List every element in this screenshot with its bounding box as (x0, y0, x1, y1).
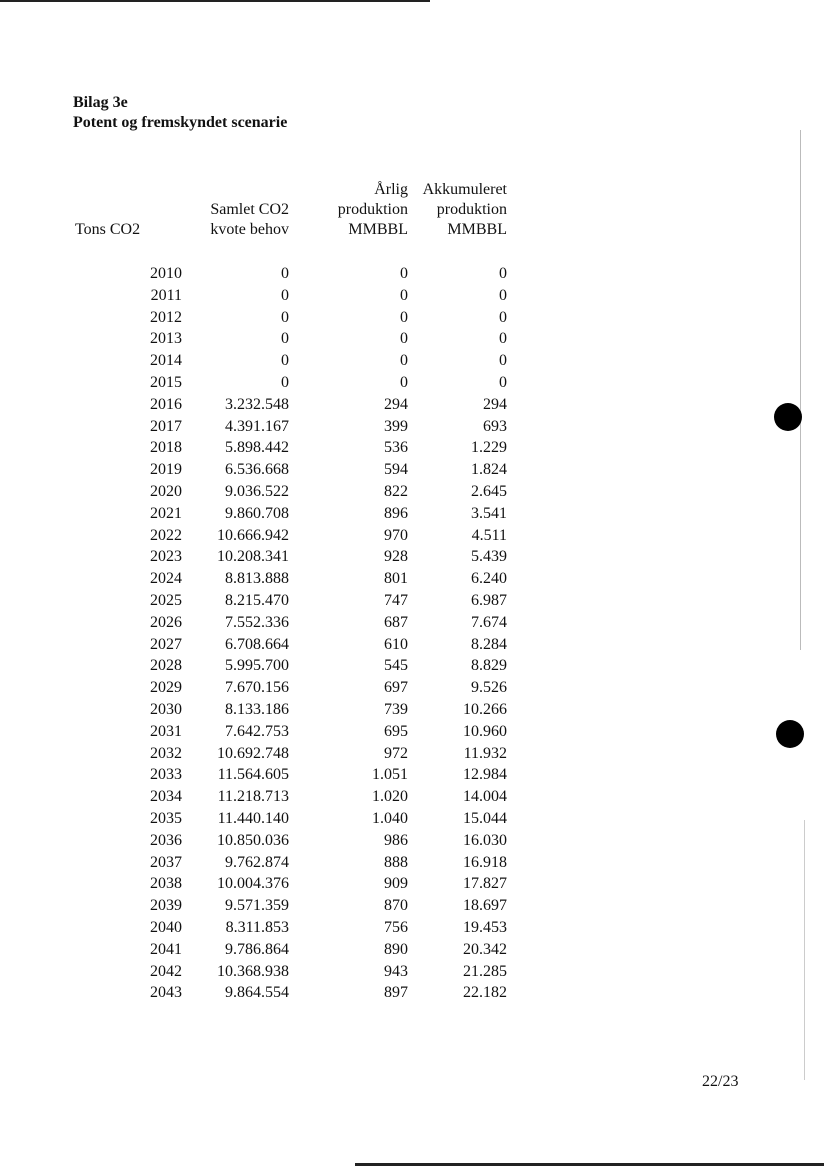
annual-production-cell: 822 (384, 482, 408, 500)
cumulative-production-cell: 7.674 (471, 613, 507, 631)
header-co2-column (210, 200, 289, 240)
cumulative-production-cell: 0 (499, 308, 507, 326)
header-co2-line1: Samlet CO2 (210, 201, 289, 218)
table-row (0, 481, 824, 503)
year-cell: 2015 (150, 373, 182, 391)
data-table (0, 263, 824, 1004)
co2-quota-cell: 9.571.359 (225, 897, 289, 915)
co2-quota-cell: 7.552.336 (225, 613, 289, 631)
header-cumulative-line3: MMBBL (447, 221, 507, 238)
table-row (0, 568, 824, 590)
header-year-column (75, 220, 140, 240)
annual-production-cell: 0 (400, 330, 408, 348)
co2-quota-cell: 5.898.442 (225, 439, 289, 457)
table-row (0, 634, 824, 656)
cumulative-production-cell: 10.960 (463, 722, 507, 740)
table-row (0, 590, 824, 612)
co2-quota-cell: 7.642.753 (225, 722, 289, 740)
co2-quota-cell: 8.133.186 (225, 700, 289, 718)
annual-production-cell: 986 (384, 831, 408, 849)
co2-quota-cell: 9.762.874 (225, 853, 289, 871)
year-cell: 2031 (150, 722, 182, 740)
co2-quota-cell: 0 (281, 308, 289, 326)
table-row (0, 721, 824, 743)
table-row (0, 655, 824, 677)
cumulative-production-cell: 10.266 (463, 700, 507, 718)
table-row (0, 852, 824, 874)
co2-quota-cell: 8.215.470 (225, 591, 289, 609)
year-cell: 2032 (150, 744, 182, 762)
annual-production-cell: 0 (400, 308, 408, 326)
co2-quota-cell: 9.864.554 (225, 984, 289, 1002)
cumulative-production-cell: 8.829 (471, 657, 507, 675)
annual-production-cell: 594 (384, 461, 408, 479)
co2-quota-cell: 6.536.668 (225, 461, 289, 479)
cumulative-production-cell: 8.284 (471, 635, 507, 653)
table-row (0, 961, 824, 983)
cumulative-production-cell: 3.541 (471, 504, 507, 522)
table-row (0, 437, 824, 459)
document-title: Bilag 3e (73, 94, 128, 111)
header-co2-line2: kvote behov (210, 221, 289, 238)
table-row (0, 307, 824, 329)
header-annual-line1: Årlig (374, 181, 408, 198)
table-row (0, 830, 824, 852)
annual-production-cell: 687 (384, 613, 408, 631)
year-cell: 2038 (150, 875, 182, 893)
table-row (0, 699, 824, 721)
cumulative-production-cell: 15.044 (463, 809, 507, 827)
annual-production-cell: 697 (384, 679, 408, 697)
cumulative-production-cell: 9.526 (471, 679, 507, 697)
header-cumulative-column (423, 180, 507, 240)
cumulative-production-cell: 4.511 (471, 526, 507, 544)
annual-production-cell: 943 (384, 962, 408, 980)
cumulative-production-cell: 0 (499, 373, 507, 391)
cumulative-production-cell: 2.645 (471, 482, 507, 500)
year-cell: 2022 (150, 526, 182, 544)
year-cell: 2014 (150, 352, 182, 370)
annual-production-cell: 1.040 (372, 809, 408, 827)
annual-production-cell: 0 (400, 373, 408, 391)
table-row (0, 372, 824, 394)
co2-quota-cell: 4.391.167 (225, 417, 289, 435)
annual-production-cell: 897 (384, 984, 408, 1002)
table-row (0, 808, 824, 830)
annual-production-cell: 0 (400, 286, 408, 304)
year-cell: 2029 (150, 679, 182, 697)
annual-production-cell: 0 (400, 352, 408, 370)
annual-production-cell: 972 (384, 744, 408, 762)
annual-production-cell: 890 (384, 940, 408, 958)
annual-production-cell: 1.051 (372, 766, 408, 784)
table-row (0, 895, 824, 917)
co2-quota-cell: 11.218.713 (217, 788, 289, 806)
header-year-label: Tons CO2 (75, 221, 141, 238)
table-row (0, 764, 824, 786)
table-row (0, 939, 824, 961)
table-row (0, 743, 824, 765)
table-row (0, 416, 824, 438)
year-cell: 2010 (150, 265, 182, 282)
cumulative-production-cell: 14.004 (463, 788, 507, 806)
cumulative-production-cell: 18.697 (463, 897, 507, 915)
annual-production-cell: 545 (384, 657, 408, 675)
annual-production-cell: 536 (384, 439, 408, 457)
year-cell: 2027 (150, 635, 182, 653)
cumulative-production-cell: 19.453 (463, 918, 507, 936)
cumulative-production-cell: 0 (499, 352, 507, 370)
co2-quota-cell: 9.860.708 (225, 504, 289, 522)
header-annual-line2: produktion (337, 201, 408, 218)
header-cumulative-line1: Akkumuleret (422, 181, 507, 198)
year-cell: 2021 (150, 504, 182, 522)
cumulative-production-cell: 11.932 (463, 744, 507, 762)
annual-production-cell: 399 (384, 417, 408, 435)
annual-production-cell: 896 (384, 504, 408, 522)
scan-edge-top (0, 0, 430, 2)
annual-production-cell: 970 (384, 526, 408, 544)
annual-production-cell: 294 (384, 395, 408, 413)
year-cell: 2039 (150, 897, 182, 915)
year-cell: 2042 (150, 962, 182, 980)
annual-production-cell: 870 (384, 897, 408, 915)
annual-production-cell: 739 (384, 700, 408, 718)
annual-production-cell: 610 (384, 635, 408, 653)
header-cumulative-line2: produktion (436, 201, 507, 218)
table-row (0, 503, 824, 525)
year-cell: 2019 (150, 461, 182, 479)
year-cell: 2017 (150, 417, 182, 435)
year-cell: 2025 (150, 591, 182, 609)
year-cell: 2034 (150, 788, 182, 806)
year-cell: 2028 (150, 657, 182, 675)
table-row (0, 546, 824, 568)
table-row (0, 525, 824, 547)
table-row (0, 350, 824, 372)
cumulative-production-cell: 0 (499, 286, 507, 304)
co2-quota-cell: 10.692.748 (217, 744, 289, 762)
co2-quota-cell: 10.666.942 (217, 526, 289, 544)
table-row (0, 285, 824, 307)
annual-production-cell: 747 (384, 591, 408, 609)
table-row (0, 328, 824, 350)
co2-quota-cell: 8.813.888 (225, 570, 289, 588)
cumulative-production-cell: 22.182 (463, 984, 507, 1002)
co2-quota-cell: 7.670.156 (225, 679, 289, 697)
co2-quota-cell: 10.368.938 (217, 962, 289, 980)
co2-quota-cell: 10.850.036 (217, 831, 289, 849)
header-annual-column (338, 180, 408, 240)
co2-quota-cell: 0 (281, 373, 289, 391)
year-cell: 2023 (150, 548, 182, 566)
co2-quota-cell: 6.708.664 (225, 635, 289, 653)
co2-quota-cell: 0 (281, 265, 289, 282)
co2-quota-cell: 9.786.864 (225, 940, 289, 958)
scan-edge-bottom (355, 1163, 824, 1166)
cumulative-production-cell: 0 (499, 265, 507, 282)
co2-quota-cell: 0 (281, 352, 289, 370)
co2-quota-cell: 5.995.700 (225, 657, 289, 675)
year-cell: 2013 (150, 330, 182, 348)
year-cell: 2035 (150, 809, 182, 827)
table-row (0, 873, 824, 895)
table-row (0, 459, 824, 481)
cumulative-production-cell: 1.229 (471, 439, 507, 457)
year-cell: 2041 (150, 940, 182, 958)
co2-quota-cell: 3.232.548 (225, 395, 289, 413)
cumulative-production-cell: 5.439 (471, 548, 507, 566)
cumulative-production-cell: 16.918 (463, 853, 507, 871)
cumulative-production-cell: 12.984 (463, 766, 507, 784)
document-subtitle: Potent og fremskyndet scenarie (73, 114, 288, 131)
year-cell: 2016 (150, 395, 182, 413)
year-cell: 2043 (150, 984, 182, 1002)
table-row (0, 786, 824, 808)
annual-production-cell: 695 (384, 722, 408, 740)
year-cell: 2036 (150, 831, 182, 849)
annual-production-cell: 888 (384, 853, 408, 871)
year-cell: 2033 (150, 766, 182, 784)
co2-quota-cell: 8.311.853 (225, 918, 289, 936)
cumulative-production-cell: 16.030 (463, 831, 507, 849)
table-row (0, 263, 824, 285)
co2-quota-cell: 11.440.140 (217, 809, 289, 827)
cumulative-production-cell: 17.827 (463, 875, 507, 893)
year-cell: 2020 (150, 482, 182, 500)
table-row (0, 677, 824, 699)
header-annual-line3: MMBBL (348, 221, 408, 238)
cumulative-production-cell: 20.342 (463, 940, 507, 958)
year-cell: 2040 (150, 918, 182, 936)
annual-production-cell: 0 (400, 265, 408, 282)
table-row (0, 982, 824, 1004)
year-cell: 2026 (150, 613, 182, 631)
cumulative-production-cell: 693 (483, 417, 507, 435)
co2-quota-cell: 9.036.522 (225, 482, 289, 500)
table-row (0, 394, 824, 416)
co2-quota-cell: 0 (281, 286, 289, 304)
annual-production-cell: 801 (384, 570, 408, 588)
annual-production-cell: 909 (384, 875, 408, 893)
co2-quota-cell: 10.004.376 (217, 875, 289, 893)
co2-quota-cell: 11.564.605 (217, 766, 289, 784)
cumulative-production-cell: 294 (483, 395, 507, 413)
year-cell: 2037 (150, 853, 182, 871)
cumulative-production-cell: 0 (499, 330, 507, 348)
co2-quota-cell: 0 (281, 330, 289, 348)
annual-production-cell: 1.020 (372, 788, 408, 806)
year-cell: 2030 (150, 700, 182, 718)
table-row (0, 917, 824, 939)
cumulative-production-cell: 6.987 (471, 591, 507, 609)
year-cell: 2012 (150, 308, 182, 326)
cumulative-production-cell: 1.824 (471, 461, 507, 479)
co2-quota-cell: 10.208.341 (217, 548, 289, 566)
year-cell: 2024 (150, 570, 182, 588)
year-cell: 2011 (150, 286, 182, 304)
table-row (0, 612, 824, 634)
cumulative-production-cell: 21.285 (463, 962, 507, 980)
page-number: 22/23 (702, 1073, 739, 1090)
cumulative-production-cell: 6.240 (471, 570, 507, 588)
year-cell: 2018 (150, 439, 182, 457)
annual-production-cell: 928 (384, 548, 408, 566)
annual-production-cell: 756 (384, 918, 408, 936)
